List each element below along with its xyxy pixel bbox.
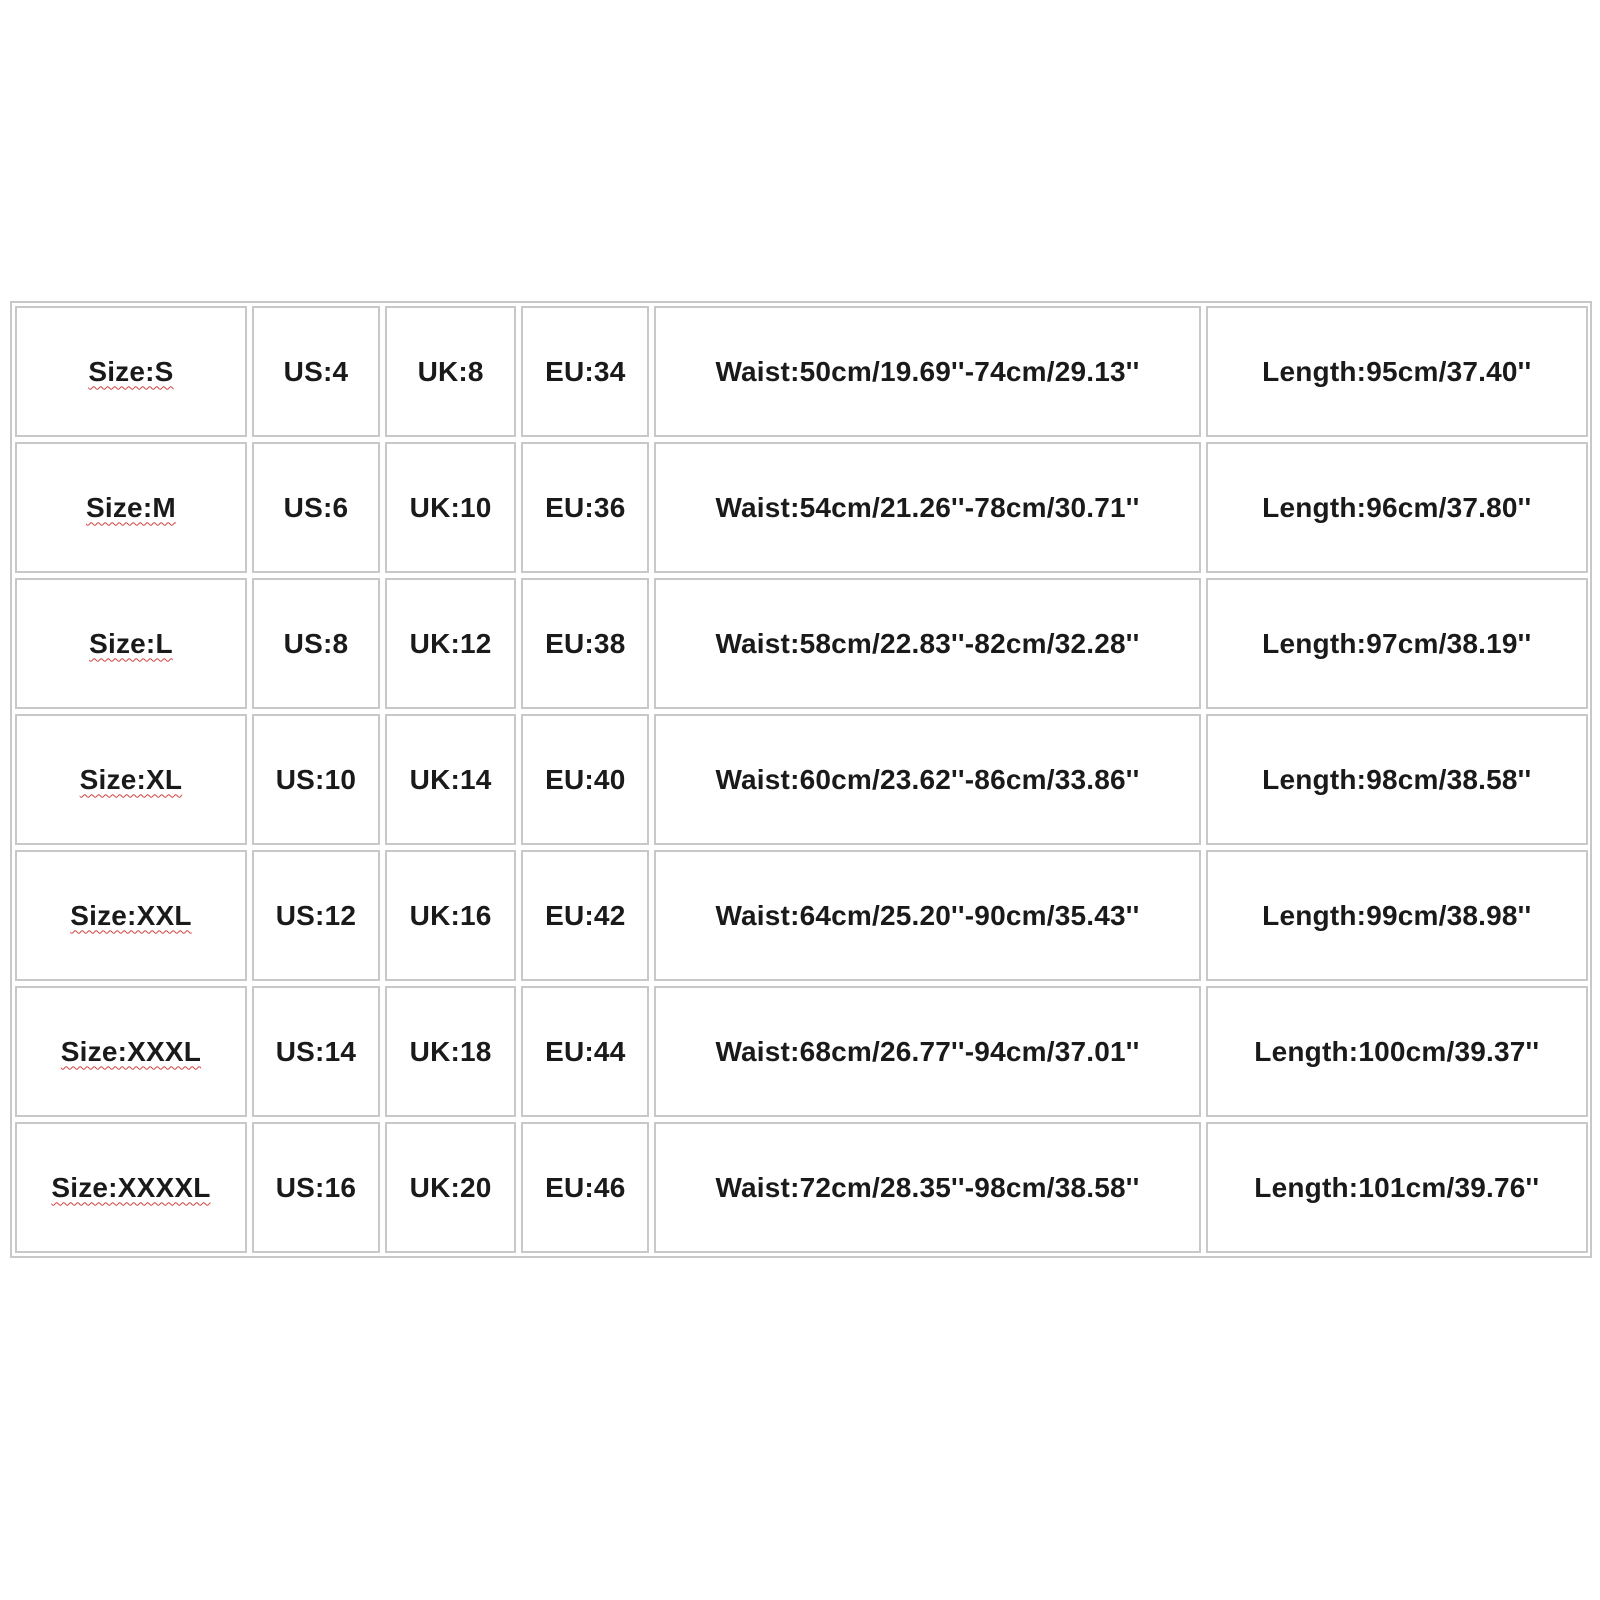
size-label: Size:XXL — [70, 899, 192, 931]
table-row — [15, 578, 1588, 709]
waist-cell: Waist:68cm/26.77''-94cm/37.01'' — [654, 986, 1200, 1117]
uk-size-cell: UK:12 — [385, 578, 516, 709]
table-row — [15, 1122, 1588, 1253]
eu-size-cell: EU:36 — [521, 442, 649, 573]
length-cell: Length:100cm/39.37'' — [1206, 986, 1588, 1117]
eu-size-cell: EU:44 — [521, 986, 649, 1117]
table-row — [15, 306, 1588, 437]
us-size-cell: US:4 — [252, 306, 380, 437]
us-size-cell: US:8 — [252, 578, 380, 709]
uk-size-cell: UK:10 — [385, 442, 516, 573]
eu-size-cell: EU:46 — [521, 1122, 649, 1253]
length-cell: Length:101cm/39.76'' — [1206, 1122, 1588, 1253]
uk-size-cell: UK:18 — [385, 986, 516, 1117]
waist-cell: Waist:58cm/22.83''-82cm/32.28'' — [654, 578, 1200, 709]
us-size-cell: US:12 — [252, 850, 380, 981]
waist-cell: Waist:50cm/19.69''-74cm/29.13'' — [654, 306, 1200, 437]
size-cell — [15, 306, 247, 437]
size-cell — [15, 1122, 247, 1253]
eu-size-cell: EU:38 — [521, 578, 649, 709]
uk-size-cell: UK:16 — [385, 850, 516, 981]
eu-size-cell: EU:42 — [521, 850, 649, 981]
size-label: Size:S — [88, 355, 174, 387]
eu-size-cell: EU:34 — [521, 306, 649, 437]
length-cell: Length:98cm/38.58'' — [1206, 714, 1588, 845]
uk-size-cell: UK:20 — [385, 1122, 516, 1253]
size-cell — [15, 850, 247, 981]
length-cell: Length:97cm/38.19'' — [1206, 578, 1588, 709]
uk-size-cell: UK:8 — [385, 306, 516, 437]
table-row — [15, 986, 1588, 1117]
us-size-cell: US:10 — [252, 714, 380, 845]
length-cell: Length:96cm/37.80'' — [1206, 442, 1588, 573]
size-label: Size:XXXXL — [51, 1171, 211, 1203]
size-label: Size:L — [89, 627, 173, 659]
size-label: Size:XL — [79, 763, 183, 795]
size-cell — [15, 442, 247, 573]
eu-size-cell: EU:40 — [521, 714, 649, 845]
waist-cell: Waist:72cm/28.35''-98cm/38.58'' — [654, 1122, 1200, 1253]
size-cell — [15, 578, 247, 709]
size-chart-table — [10, 301, 1592, 1258]
size-cell — [15, 986, 247, 1117]
size-label: Size:M — [86, 491, 176, 523]
waist-cell: Waist:54cm/21.26''-78cm/30.71'' — [654, 442, 1200, 573]
table-row — [15, 442, 1588, 573]
size-label: Size:XXXL — [60, 1035, 202, 1067]
table-row — [15, 850, 1588, 981]
us-size-cell: US:16 — [252, 1122, 380, 1253]
size-chart-grid — [10, 301, 1593, 1258]
length-cell: Length:95cm/37.40'' — [1206, 306, 1588, 437]
us-size-cell: US:14 — [252, 986, 380, 1117]
us-size-cell: US:6 — [252, 442, 380, 573]
waist-cell: Waist:60cm/23.62''-86cm/33.86'' — [654, 714, 1200, 845]
uk-size-cell: UK:14 — [385, 714, 516, 845]
waist-cell: Waist:64cm/25.20''-90cm/35.43'' — [654, 850, 1200, 981]
table-row — [15, 714, 1588, 845]
size-cell — [15, 714, 247, 845]
length-cell: Length:99cm/38.98'' — [1206, 850, 1588, 981]
